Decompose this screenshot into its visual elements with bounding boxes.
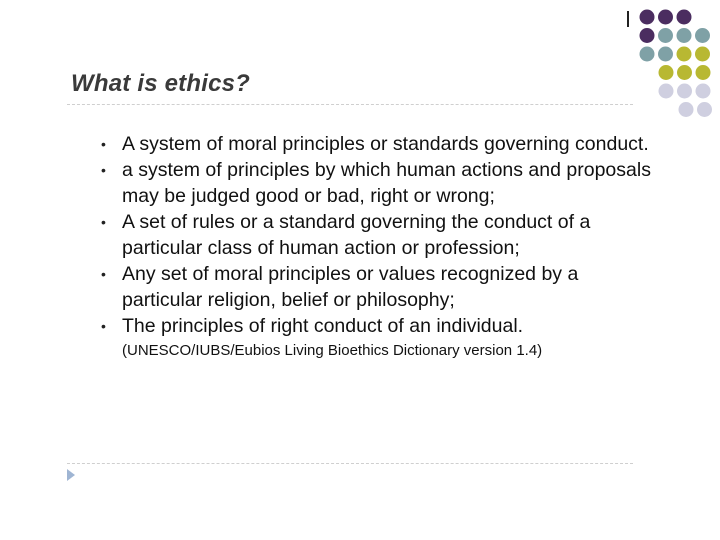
definition-item — [101, 209, 661, 261]
title-divider — [67, 104, 633, 105]
decorative-dot — [640, 47, 655, 62]
decorative-dot — [695, 47, 710, 62]
bullet-icon: • — [101, 266, 106, 282]
definition-list — [101, 131, 661, 339]
decorative-dot — [677, 84, 692, 99]
bullet-icon: • — [101, 214, 106, 230]
definition-item — [101, 157, 661, 209]
source-citation: (UNESCO/IUBS/Eubios Living Bioethics Dictionary version 1.4) — [122, 342, 543, 359]
definition-text: Any set of moral principles or values recognized by a particular religion, belief or philosophy; — [122, 263, 579, 311]
definition-item — [101, 261, 661, 313]
definition-text: A set of rules or a standard governing the conduct of a particular class of human action or profession; — [122, 211, 591, 259]
decorative-dot — [658, 10, 673, 25]
decorative-dot — [679, 102, 694, 117]
slide-title: What is ethics? — [71, 70, 251, 97]
decorative-dot — [697, 102, 712, 117]
decorative-dot — [677, 28, 692, 43]
footer-divider — [67, 463, 633, 464]
bullet-icon: • — [101, 162, 106, 178]
decorative-dot — [677, 10, 692, 25]
definition-item — [101, 313, 661, 339]
definition-text: The principles of right conduct of an individual. — [122, 315, 524, 337]
slide-body — [101, 131, 661, 361]
decorative-dot — [696, 84, 711, 99]
decorative-dot — [696, 65, 711, 80]
decorative-dot — [677, 65, 692, 80]
decorative-dot — [640, 10, 655, 25]
decorative-dot — [695, 28, 710, 43]
decorative-dot — [659, 84, 674, 99]
decorative-dot — [658, 47, 673, 62]
decorative-tick — [627, 11, 629, 27]
decorative-dot — [659, 65, 674, 80]
definition-text: A system of moral principles or standards governing conduct. — [122, 133, 649, 155]
definition-text: a system of principles by which human actions and proposals may be judged good or bad, right or wrong; — [122, 159, 651, 207]
decorative-dot — [658, 28, 673, 43]
bullet-icon: • — [101, 136, 106, 152]
definition-item — [101, 131, 661, 157]
play-triangle-icon[interactable] — [66, 468, 76, 482]
decorative-dot — [640, 28, 655, 43]
decorative-dot — [677, 47, 692, 62]
bullet-icon: • — [101, 318, 106, 334]
